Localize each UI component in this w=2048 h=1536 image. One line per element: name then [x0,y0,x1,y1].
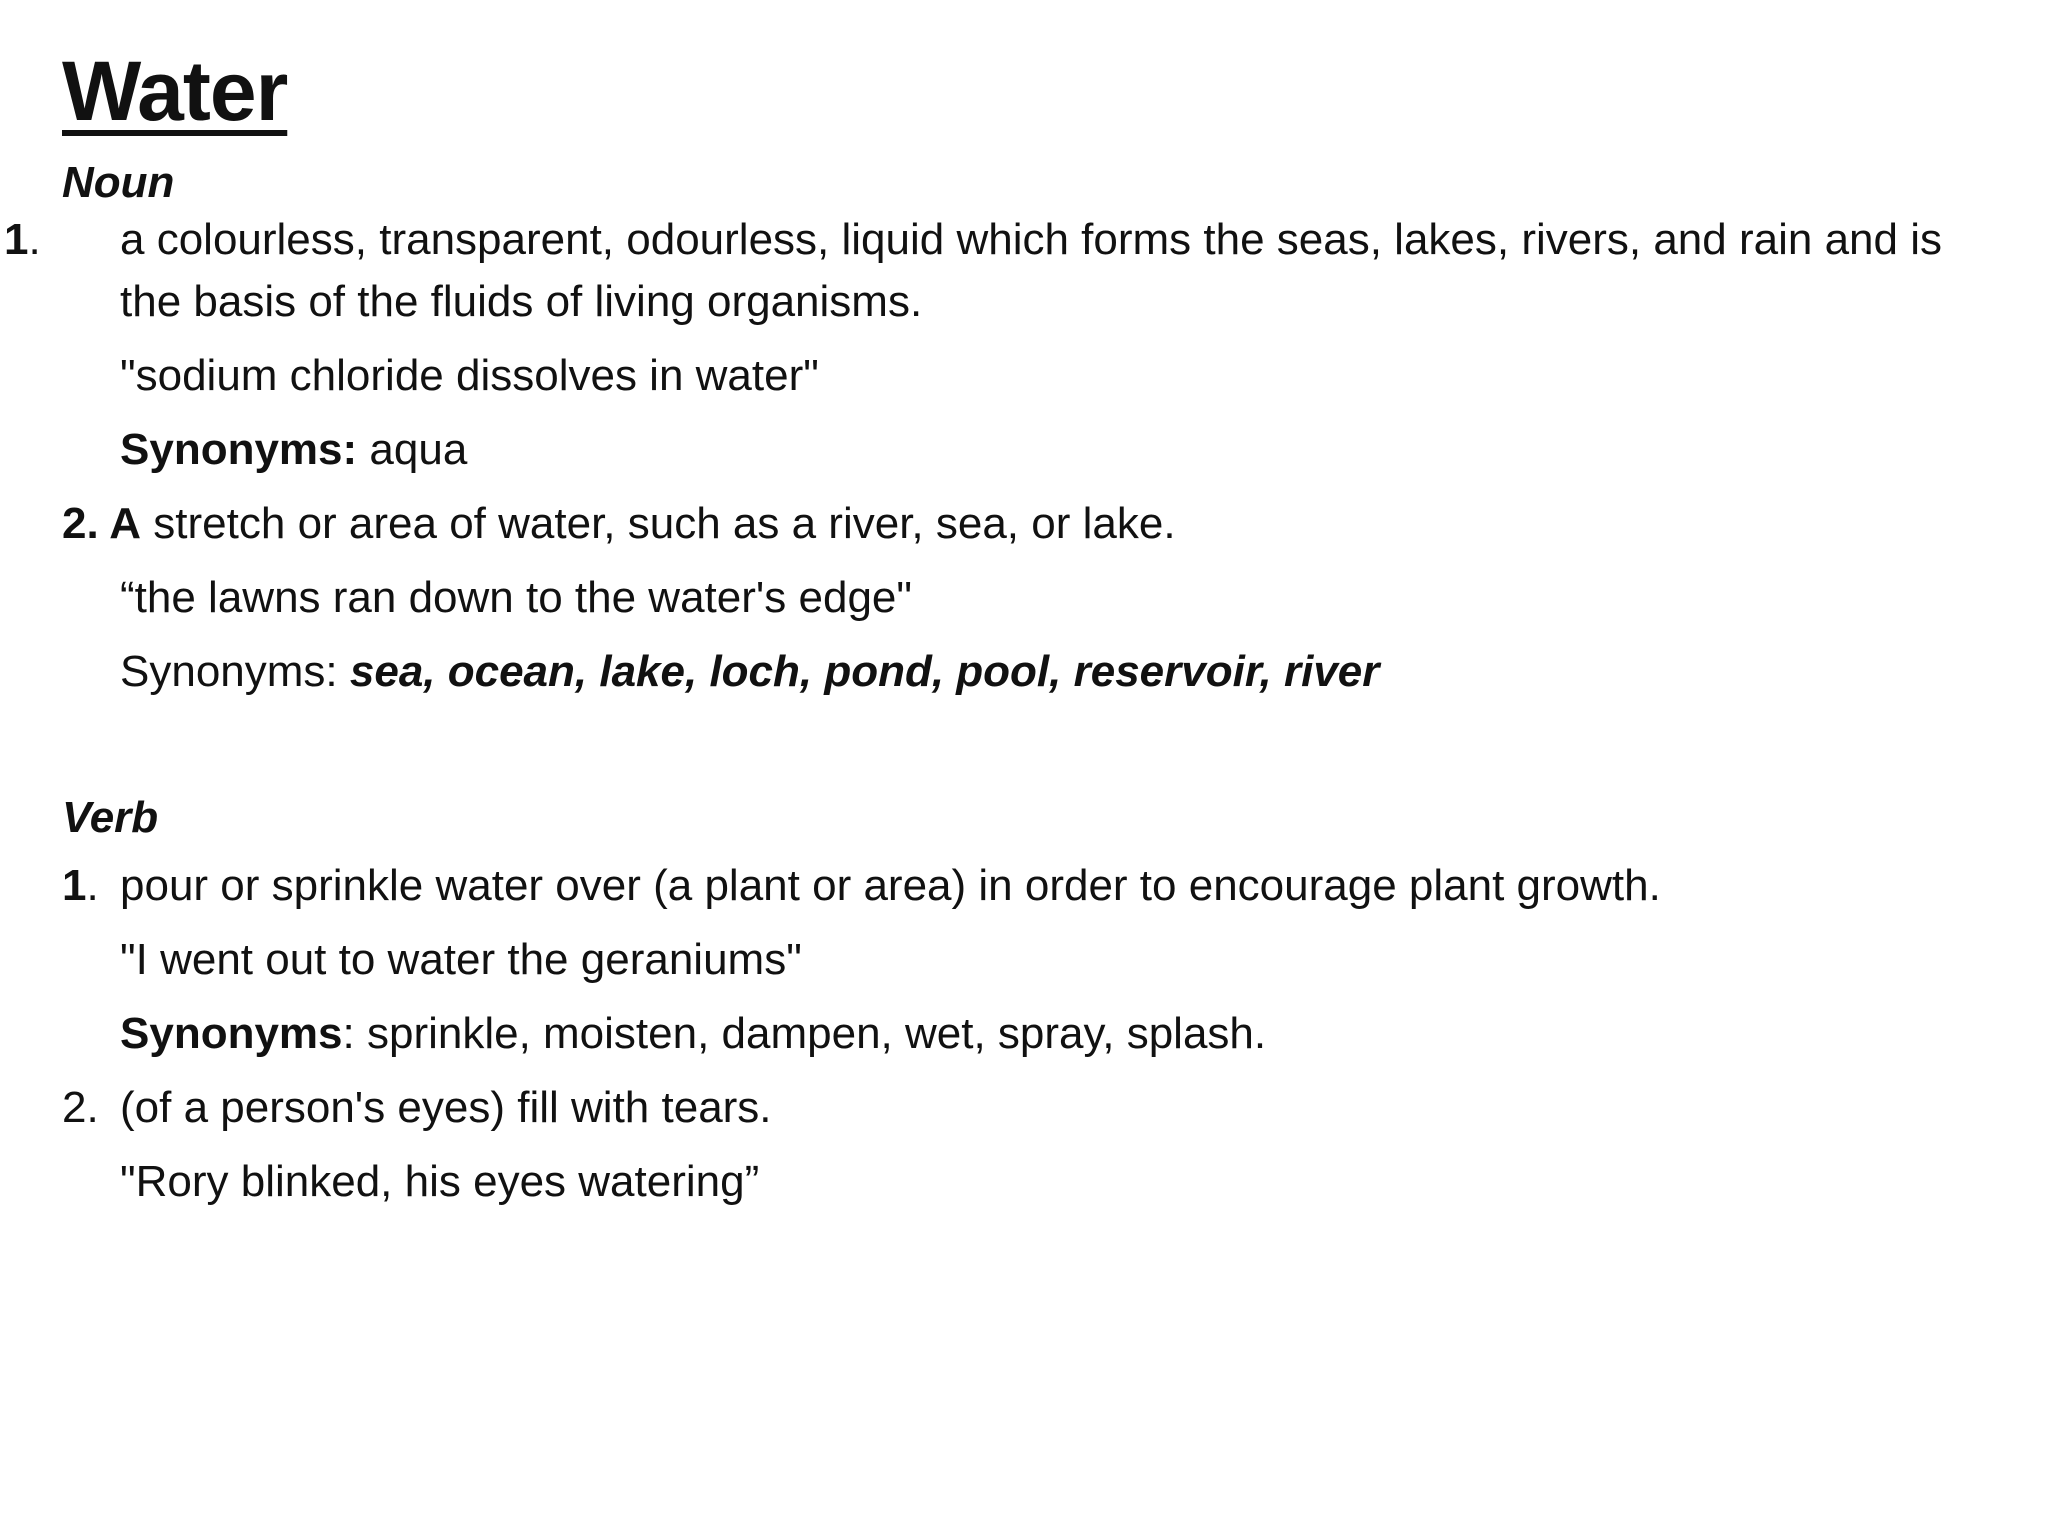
verb-sense-2-example: "Rory blinked, his eyes watering” [120,1157,760,1207]
noun-sense-2-definition [62,493,2002,555]
noun-sense-2-synonyms [62,641,2002,703]
noun-sense-2-number: 2. A [62,498,142,548]
noun-sense-1-number: 1 [4,214,29,264]
synonyms-label: Synonyms: [120,646,350,696]
synonyms-list: aqua [369,424,468,474]
verb-sense-1-number-suffix: . [86,861,99,911]
synonyms-separator: : [342,1009,367,1059]
verb-sense-1-number: 1 [62,861,87,911]
synonyms-label: Synonyms: [120,424,358,474]
synonyms-label: Synonyms [120,1009,343,1059]
noun-sense-1-synonyms [62,419,2002,481]
noun-sense-1-definition [4,209,2002,333]
noun-sense-1-example: "sodium chloride dissolves in water" [120,350,819,400]
noun-sense-1-number-suffix: . [28,214,41,264]
noun-sense-2-text: stretch or area of water, such as a river, sea, or lake. [153,498,1176,548]
pos-label-noun: Noun [62,158,175,208]
verb-sense-2-text: (of a person's eyes) fill with tears. [120,1083,772,1133]
verb-sense-1-text: pour or sprinkle water over (a plant or area) in order to encourage plant growth. [120,861,1661,911]
page-title: Water [62,44,288,138]
verb-sense-1-definition [62,855,2002,917]
synonyms-list: sea, ocean, lake, loch, pond, pool, reservoir, river [349,646,1380,696]
verb-sense-2-number: 2. [62,1083,99,1133]
noun-sense-1-text: a colourless, transparent, odourless, liquid which forms the seas, lakes, rivers, and rain and is the basis of the fluids of living organisms. [120,214,1942,326]
verb-sense-1-synonyms [62,1003,2002,1065]
slide [4,44,2002,1213]
verb-sense-2-definition [62,1077,2002,1139]
synonyms-list: sprinkle, moisten, dampen, wet, spray, splash. [366,1009,1267,1059]
noun-sense-2-example: “the lawns ran down to the water's edge" [120,572,913,622]
pos-label-verb: Verb [62,792,159,842]
verb-sense-1-example: "I went out to water the geraniums" [120,935,802,985]
